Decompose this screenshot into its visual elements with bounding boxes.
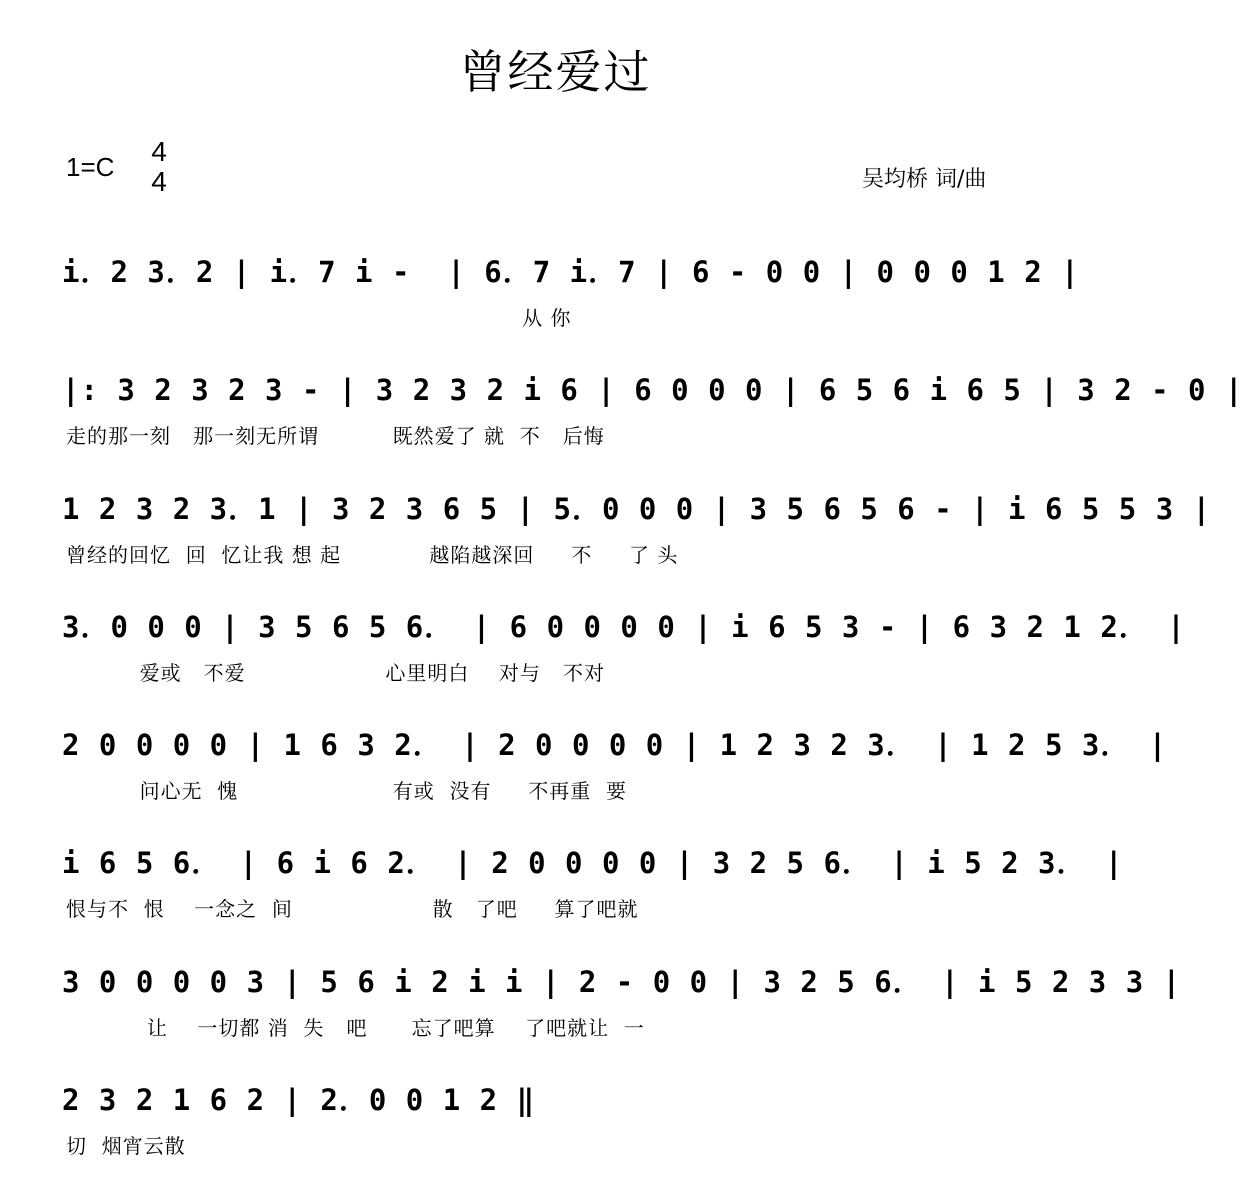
composer-credit: 吴均桥 词/曲 bbox=[862, 167, 987, 192]
notes-line: 3 0 0 0 0 3 | 5 6 i 2 i i | 2 - 0 0 | 3 2 5 6． | i 5 2 3 3 | bbox=[62, 965, 1182, 999]
time-signature-bottom: 4 bbox=[151, 166, 167, 197]
score-system-5 bbox=[0, 723, 1168, 823]
song-title: 曾经爱过 bbox=[459, 45, 652, 99]
time-signature bbox=[148, 138, 170, 198]
score-system-7 bbox=[0, 960, 1182, 1060]
notes-line: 2 0 0 0 0 | 1 6 3 2． | 2 0 0 0 0 | 1 2 3 2 3． | 1 2 5 3． | bbox=[62, 728, 1168, 762]
notes-line: 2 3 2 1 6 2 | 2．0 0 1 2 ‖ bbox=[62, 1083, 536, 1117]
notes-line: 1 2 3 2 3．1 | 3 2 3 6 5 | 5．0 0 0 | 3 5 6 5 6 - | i 6 5 5 3 | bbox=[62, 492, 1212, 526]
lyrics-line: 问心无 愧 有或 没有 不再重 要 bbox=[66, 779, 628, 803]
score-system-1 bbox=[0, 250, 1111, 350]
notes-line: |: 3 2 3 2 3 - | 3 2 3 2 i 6 | 6 0 0 0 | 6 5 6 i 6 5 | 3 2 - 0 | bbox=[62, 373, 1243, 407]
notes-line: i 6 5 6． | 6 i 6 2． | 2 0 0 0 0 | 3 2 5 6． | i 5 2 3． | bbox=[62, 846, 1124, 880]
lyrics-line: 走的那一刻 那一刻无所谓 既然爱了 就 不 后悔 bbox=[66, 424, 605, 448]
score-system-6 bbox=[0, 841, 1124, 941]
notes-line: i．2 3．2 | i．7 i - | 6．7 i．7 | 6 - 0 0 | 0 0 0 1 2 | bbox=[62, 255, 1080, 289]
time-signature-top: 4 bbox=[151, 136, 167, 167]
lyrics-line: 让 一切都 消 失 吧 忘了吧算 了吧就让 一 bbox=[66, 1016, 645, 1040]
lyrics-line: 从 你 bbox=[66, 306, 572, 330]
key-signature: 1=C bbox=[66, 152, 115, 182]
score-system-2 bbox=[0, 368, 1243, 468]
lyrics-line: 曾经的回忆 回 忆让我 想 起 越陷越深回 不 了 头 bbox=[66, 543, 679, 567]
score-system-4 bbox=[0, 605, 1186, 705]
score-system-8 bbox=[0, 1078, 1111, 1178]
lyrics-line: 恨与不 恨 一念之 间 散 了吧 算了吧就 bbox=[66, 897, 639, 921]
lyrics-line: 切 烟宵云散 bbox=[66, 1134, 186, 1158]
lyrics-line: 爱或 不爱 心里明白 对与 不对 bbox=[66, 661, 605, 685]
notes-line: 3．0 0 0 | 3 5 6 5 6． | 6 0 0 0 0 | i 6 5 3 - | 6 3 2 1 2． | bbox=[62, 610, 1186, 644]
score-system-3 bbox=[0, 487, 1212, 587]
